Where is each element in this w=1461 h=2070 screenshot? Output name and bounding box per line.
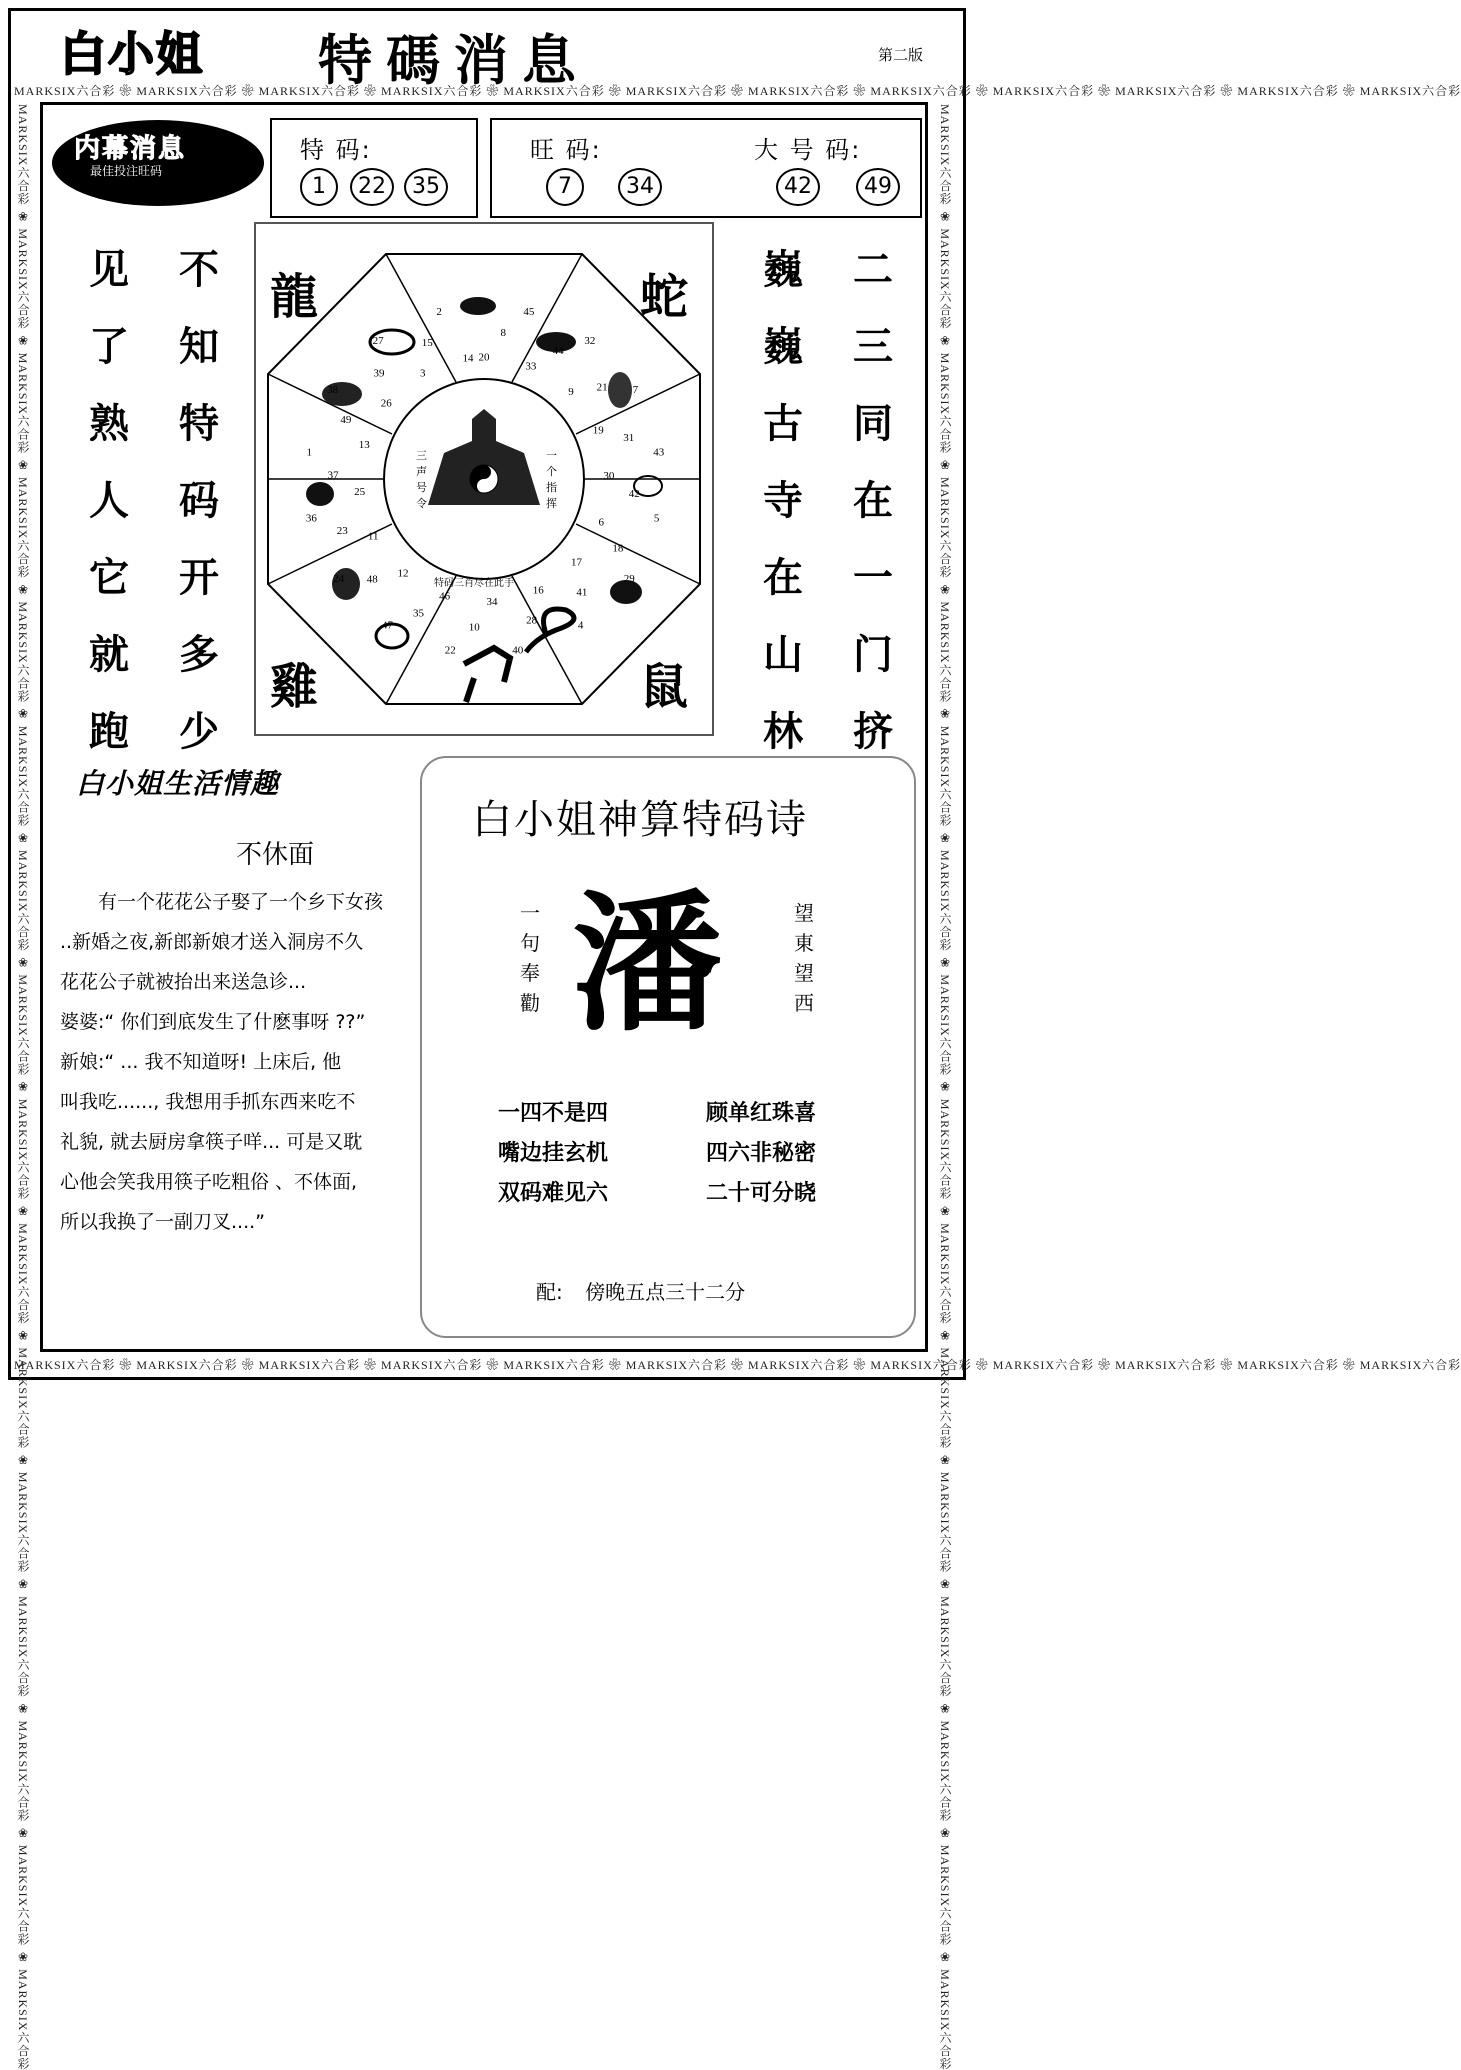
poem-right-note: 望東望西: [794, 901, 814, 1015]
wheel-number: 31: [623, 431, 635, 444]
wheel-number: 21: [596, 381, 608, 394]
big-number-ball: 49: [856, 168, 900, 206]
wheel-number: 33: [525, 360, 537, 373]
poem-left-note: 一句奉勸: [520, 901, 540, 1015]
wheel-number: 32: [584, 335, 596, 347]
poem-lines-right: [706, 1094, 816, 1214]
wheel-number: 24: [333, 573, 345, 586]
corner-character: 雞: [270, 659, 319, 715]
poem-line: 一四不是四: [498, 1101, 609, 1126]
border-strip-text: MARKSIX六合彩 ❀ MARKSIX六合彩 ❀ MARKSIX六合彩 ❀ MARKSIX六合彩 ❀ MARKSIX六合彩 ❀ MARKSIX六合彩 ❀ MARKSIX六合彩 ❀ MARKSIX六合彩 ❀ MARKSIX六合彩 ❀ MARKSIX六合彩 ❀ MARKSIX六合彩 ❀ MARKSIX六合彩 ❀ MARKSIX六合彩 ❀ MARKSIX六合彩 ❀ MARKSIX六合彩 ❀ MARKSIX六合彩: [938, 104, 952, 2070]
right-verse-column: 二三同在一门挤: [853, 247, 893, 755]
wheel-number: 26: [380, 397, 392, 410]
poem-line: 二十可分晓: [706, 1181, 817, 1206]
wheel-number: 10: [468, 621, 480, 634]
wheel-number: 44: [552, 345, 564, 358]
wheel-number: 3: [419, 367, 426, 380]
wheel-number: 45: [523, 306, 535, 319]
story-paragraph: 有一个花花公子娶了一个乡下女孩: [98, 891, 384, 913]
hot-number-ball: 34: [618, 168, 662, 206]
wheel-number: 14: [462, 352, 474, 365]
hot-number-label: 旺 码:: [530, 136, 602, 164]
wheel-number: 28: [526, 614, 538, 627]
insider-bubble: [52, 120, 264, 206]
wheel-number: 29: [623, 573, 635, 586]
wheel-number: 20: [478, 351, 490, 364]
corner-character: 鼠: [640, 659, 689, 715]
story-section-title: 白小姐生活情趣: [76, 767, 280, 800]
poem-title: 白小姐神算特码诗: [472, 797, 808, 843]
bottom-border-strip: [14, 1356, 1461, 1374]
special-number-box: [270, 118, 478, 218]
right-verse-column: 巍巍古寺在山林: [763, 247, 803, 755]
story-paragraph: 婆婆:“ 你们到底发生了什麽事呀 ??”: [60, 1011, 366, 1033]
brand-logo: 白小姐: [60, 27, 204, 81]
left-verse-column: 不知特码开多少: [179, 247, 219, 755]
wheel-number: 2: [436, 306, 442, 319]
edition-label: 第二版: [878, 46, 924, 64]
wheel-number: 19: [592, 424, 604, 437]
big-number-label: 大 号 码:: [754, 136, 862, 164]
wheel-number: 15: [421, 336, 433, 349]
poem-footer-label: 配:: [536, 1280, 563, 1304]
special-number-label: 特 码:: [300, 136, 372, 164]
wheel-number: 22: [444, 644, 456, 657]
story-paragraph: 所以我换了一副刀叉....”: [60, 1211, 266, 1233]
border-strip-text: MARKSIX六合彩 ❀ MARKSIX六合彩 ❀ MARKSIX六合彩 ❀ MARKSIX六合彩 ❀ MARKSIX六合彩 ❀ MARKSIX六合彩 ❀ MARKSIX六合彩 ❀ MARKSIX六合彩 ❀ MARKSIX六合彩 ❀ MARKSIX六合彩 ❀ MARKSIX六合彩 ❀ MARKSIX六合彩: [14, 84, 1461, 98]
wheel-number: 27: [372, 335, 384, 347]
story-title: 不休面: [236, 840, 315, 870]
poem-line: 嘴边挂玄机: [498, 1141, 609, 1166]
wheel-number: 40: [512, 644, 524, 657]
wheel-number: 47: [381, 619, 393, 632]
wheel-number: 4: [577, 619, 584, 632]
wheel-number: 48: [366, 573, 378, 586]
left-caption: 三声号令: [416, 449, 427, 510]
poem-line: 双码难见六: [498, 1181, 609, 1206]
poem-footer: [536, 1276, 745, 1305]
bottom-caption: 特码三肖尽在此手: [434, 578, 514, 589]
wheel-number: 46: [439, 590, 451, 603]
wheel-number: 13: [358, 439, 370, 452]
wheel-number: 34: [486, 596, 498, 609]
corner-character: 龍: [270, 269, 319, 325]
story-paragraph: 礼貌, 就去厨房拿筷子咩... 可是又耽: [60, 1131, 363, 1153]
poem-line: 四六非秘密: [706, 1141, 817, 1166]
wheel-number: 42: [628, 488, 640, 501]
wheel-number: 39: [373, 367, 385, 380]
wheel-number: 11: [367, 530, 379, 543]
wheel-number: 5: [653, 512, 660, 525]
bubble-subtitle: 最佳投注旺码: [90, 164, 163, 178]
corner-character: 蛇: [640, 269, 689, 325]
wheel-number: 8: [500, 327, 507, 340]
wheel-number: 30: [603, 470, 615, 483]
wheel-number: 16: [532, 584, 544, 597]
poem-footer-text: 傍晚五点三十二分: [585, 1280, 746, 1304]
poem-panel: [420, 756, 916, 1338]
story-section: [52, 756, 412, 1336]
wheel-number: 1: [306, 446, 313, 459]
story-paragraph: 心他会笑我用筷子吃粗俗 、不体面,: [60, 1171, 358, 1193]
story-paragraph: 新娘:“ ... 我不知道呀! 上床后, 他: [60, 1051, 342, 1073]
page-title: 特碼消息: [318, 29, 590, 92]
wheel-number: 25: [354, 485, 366, 498]
hot-number-box: [490, 118, 922, 218]
left-border-strip: [14, 104, 32, 2070]
wheel-number: 35: [413, 607, 424, 620]
wheel-number: 49: [340, 414, 352, 427]
poem-lines-left: [498, 1094, 608, 1214]
poem-big-character: 潘: [572, 876, 723, 1052]
story-paragraph: 花花公子就被抬出来送急诊...: [60, 971, 307, 993]
wheel-number: 17: [571, 556, 582, 569]
wheel-number: 18: [612, 542, 624, 555]
right-caption: 一个指挥: [546, 449, 557, 510]
wheel-number: 12: [397, 567, 409, 580]
wheel-number: 7: [632, 384, 639, 397]
special-number-ball: 1: [300, 168, 338, 206]
big-number-ball: 42: [776, 168, 820, 206]
wheel-number: 9: [568, 386, 574, 398]
story-paragraph: ..新婚之夜,新郎新娘才送入洞房不久: [60, 931, 364, 953]
wheel-number: 37: [327, 469, 339, 482]
special-number-ball: 22: [350, 168, 394, 206]
story-paragraph: 叫我吃......, 我想用手抓东西来吃不: [60, 1091, 356, 1113]
special-number-ball: 35: [404, 168, 448, 206]
poem-line: 顾单红珠喜: [706, 1101, 817, 1126]
wheel-number: 23: [336, 525, 348, 538]
wheel-number: 41: [576, 586, 588, 599]
border-strip-text: MARKSIX六合彩 ❀ MARKSIX六合彩 ❀ MARKSIX六合彩 ❀ MARKSIX六合彩 ❀ MARKSIX六合彩 ❀ MARKSIX六合彩 ❀ MARKSIX六合彩 ❀ MARKSIX六合彩 ❀ MARKSIX六合彩 ❀ MARKSIX六合彩 ❀ MARKSIX六合彩 ❀ MARKSIX六合彩 ❀ MARKSIX六合彩 ❀ MARKSIX六合彩 ❀ MARKSIX六合彩 ❀ MARKSIX六合彩: [16, 104, 30, 2070]
wheel-number: 36: [305, 512, 317, 525]
zodiac-wheel-panel: [254, 222, 714, 736]
wheel-number: 43: [653, 446, 665, 459]
wheel-number: 38: [327, 384, 339, 397]
right-border-strip: [936, 104, 954, 2070]
border-strip-text: MARKSIX六合彩 ❀ MARKSIX六合彩 ❀ MARKSIX六合彩 ❀ MARKSIX六合彩 ❀ MARKSIX六合彩 ❀ MARKSIX六合彩 ❀ MARKSIX六合彩 ❀ MARKSIX六合彩 ❀ MARKSIX六合彩 ❀ MARKSIX六合彩 ❀ MARKSIX六合彩 ❀ MARKSIX六合彩: [14, 1358, 1461, 1372]
left-verse-column: 见了熟人它就跑: [89, 247, 129, 755]
wheel-number: 6: [598, 516, 605, 529]
bubble-title: 内幕消息: [74, 134, 187, 164]
hot-number-ball: 7: [546, 168, 584, 206]
